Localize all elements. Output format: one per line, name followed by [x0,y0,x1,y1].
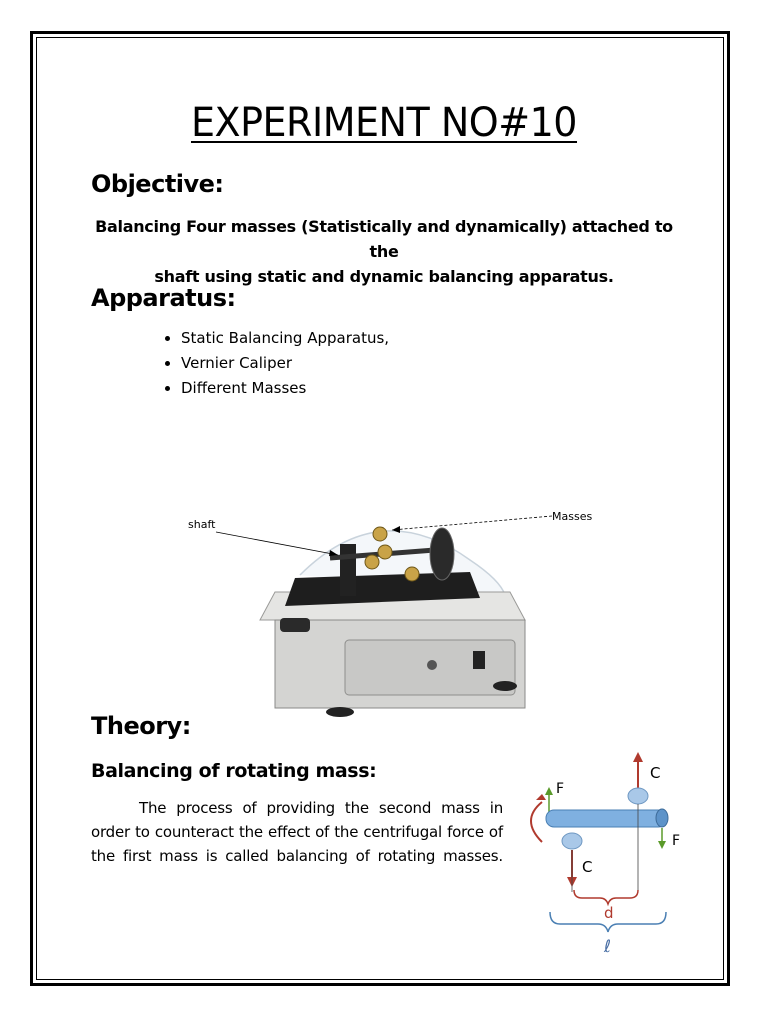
label-shaft: shaft [188,518,216,531]
rotation-arc [531,802,542,842]
balancing-apparatus-figure [180,500,620,725]
label-l: ℓ [604,937,612,957]
arrow-up-icon [633,752,643,762]
knob-icon [427,660,437,670]
label-f-left: F [556,781,565,797]
apparatus-item: • Static Balancing Apparatus, [181,326,389,351]
label-c-bottom: C [582,858,593,876]
shaft-beam [546,810,666,827]
theory-heading: Theory: [91,712,191,740]
handle [280,618,310,632]
mass-top [628,788,648,804]
theory-subheading: Balancing of rotating mass: [91,760,377,782]
page-title: EXPERIMENT NO#10 [190,100,578,146]
objective-text [90,214,678,289]
mass [365,555,379,569]
label-f-right: F [672,833,681,849]
pulley-disc [430,528,454,580]
mass [378,545,392,559]
objective-heading: Objective: [91,170,224,198]
apparatus-item: • Vernier Caliper [181,351,389,376]
arrow-icon [536,794,546,800]
shaft-leader-line [216,532,338,555]
objective-text-line1: Balancing Four masses (Statistically and dynamically) attached to the [95,217,673,261]
switch-icon [473,651,485,669]
objective-text-line2: shaft using static and dynamic balancing apparatus. [154,267,614,286]
foot [493,681,517,691]
apparatus-list [155,326,389,401]
brace-d [574,890,638,904]
label-d: d [604,904,614,922]
mass [405,567,419,581]
label-masses: Masses [552,510,593,523]
arrow-down-icon [658,841,666,849]
foot [326,707,354,717]
mass-bottom [562,833,582,849]
apparatus-item: • Different Masses [181,376,389,401]
shaft-end [656,809,668,827]
mass [373,527,387,541]
arrow-up-icon [545,787,553,795]
label-c-top: C [650,764,661,782]
support-stand [340,544,356,596]
apparatus-heading: Apparatus: [91,284,236,312]
theory-paragraph [91,796,503,868]
theory-paragraph-text: The process of providing the second mass in order to counteract the effect of the centrifugal force of the first mass is called balancing of rotating masses. [91,799,503,865]
couple-diagram [512,752,702,962]
masses-leader-line [392,516,552,530]
